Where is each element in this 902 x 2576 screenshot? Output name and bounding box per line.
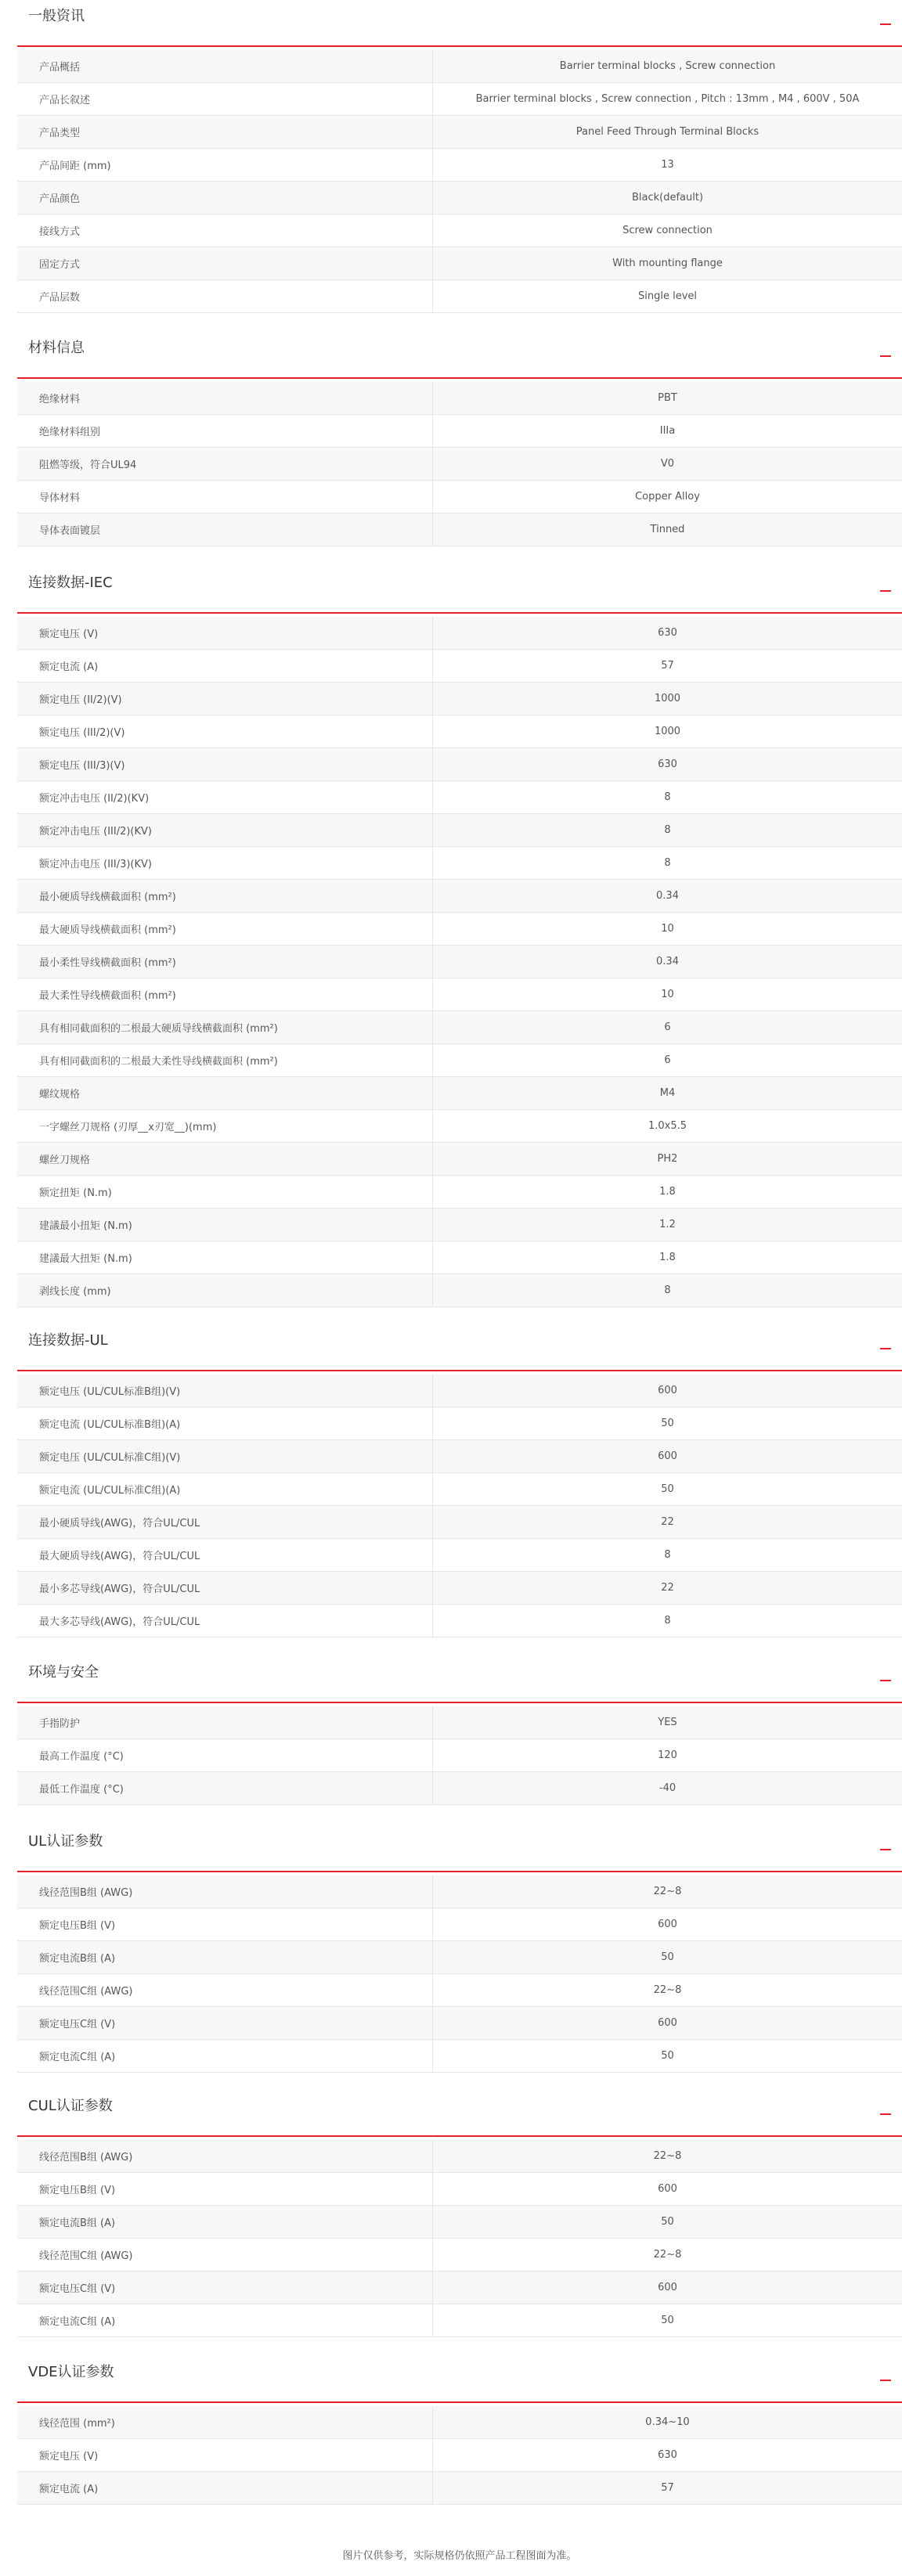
table-row xyxy=(17,2472,902,2505)
row-value: 57 xyxy=(661,2482,674,2494)
row-value: V0 xyxy=(660,458,675,470)
row-value: 8 xyxy=(664,791,671,803)
row-label: 绝缘材料组别 xyxy=(17,415,433,447)
row-label: 接线方式 xyxy=(17,214,433,247)
row-label: 额定电流 (A) xyxy=(17,2472,433,2504)
table-row xyxy=(17,1374,902,1407)
row-value: 630 xyxy=(658,627,677,639)
row-label: 最小柔性导线横截面积 (mm²) xyxy=(17,946,433,978)
table-row xyxy=(17,382,902,415)
row-value: 600 xyxy=(658,2183,677,2195)
row-value: 57 xyxy=(661,660,674,672)
table-row xyxy=(17,2040,902,2073)
row-value: 1000 xyxy=(654,726,681,737)
row-label: 额定电压 (UL/CUL标准B组)(V) xyxy=(17,1374,433,1407)
row-value: 600 xyxy=(658,2017,677,2029)
row-value: PH2 xyxy=(657,1153,678,1165)
row-value: 22 xyxy=(661,1582,674,1594)
row-label: 最低工作温度 (°C) xyxy=(17,1772,433,1804)
row-label: 产品间距 (mm) xyxy=(17,149,433,181)
table-row xyxy=(17,1941,902,1974)
row-label: 产品类型 xyxy=(17,116,433,148)
table-row xyxy=(17,50,902,83)
row-value: 50 xyxy=(661,2050,674,2062)
table-row xyxy=(17,2239,902,2272)
row-value: 0.34 xyxy=(656,890,679,902)
row-value: 22~8 xyxy=(653,1886,682,1897)
row-value: 50 xyxy=(661,2315,674,2326)
section-header xyxy=(17,1324,902,1371)
row-label: 剥线长度 (mm) xyxy=(17,1274,433,1306)
table-row xyxy=(17,182,902,214)
table-row xyxy=(17,1974,902,2007)
row-label: 最小多芯导线(AWG)，符合UL/CUL xyxy=(17,1572,433,1604)
table-row xyxy=(17,116,902,149)
row-label: 线径范围C组 (AWG) xyxy=(17,2239,433,2271)
row-label: 具有相同截面积的二根最大硬质导线横截面积 (mm²) xyxy=(17,1011,433,1043)
disclaimer-footer: 图片仅供参考，实际规格仍依照产品工程图面为准。 xyxy=(342,2550,577,2562)
table-row xyxy=(17,1011,902,1044)
row-value: 10 xyxy=(661,989,674,1000)
row-label: 额定电流 (UL/CUL标准B组)(A) xyxy=(17,1407,433,1439)
collapse-icon[interactable] xyxy=(879,2104,893,2118)
row-label: 线径范围B组 (AWG) xyxy=(17,1875,433,1908)
row-value: Panel Feed Through Terminal Blocks xyxy=(575,126,759,138)
collapse-icon[interactable] xyxy=(879,2370,893,2384)
collapse-icon[interactable] xyxy=(879,1338,893,1353)
table-row xyxy=(17,1440,902,1473)
row-label: 额定电压C组 (V) xyxy=(17,2007,433,2039)
table-row xyxy=(17,650,902,683)
table-row xyxy=(17,2206,902,2239)
section-ul-certification xyxy=(17,1825,902,2073)
row-label: 导体表面镀层 xyxy=(17,513,433,546)
table-row xyxy=(17,1473,902,1506)
row-value: IIIa xyxy=(659,425,676,437)
row-label: 最大多芯导线(AWG)，符合UL/CUL xyxy=(17,1605,433,1637)
table-row xyxy=(17,1506,902,1539)
row-label: 额定电压 (III/2)(V) xyxy=(17,715,433,748)
row-value: 1.2 xyxy=(659,1219,676,1230)
row-value: Screw connection xyxy=(622,225,713,236)
table-row xyxy=(17,781,902,814)
table-row xyxy=(17,1739,902,1772)
row-label: 额定电压C组 (V) xyxy=(17,2272,433,2304)
collapse-icon[interactable] xyxy=(879,346,893,360)
row-label: 额定扭矩 (N.m) xyxy=(17,1176,433,1208)
row-label: 额定电压 (II/2)(V) xyxy=(17,683,433,715)
row-label: 额定冲击电压 (II/2)(KV) xyxy=(17,781,433,813)
table-row xyxy=(17,683,902,715)
table-row xyxy=(17,978,902,1011)
section-connection-ul xyxy=(17,1324,902,1637)
table-row xyxy=(17,715,902,748)
table-row xyxy=(17,1539,902,1572)
row-label: 一字螺丝刀规格 (刃厚__x刃宽__)(mm) xyxy=(17,1110,433,1142)
row-label: 最大硬质导线(AWG)，符合UL/CUL xyxy=(17,1539,433,1571)
row-label: 阻燃等级，符合UL94 xyxy=(17,448,433,480)
row-label: 建議最小扭矩 (N.m) xyxy=(17,1209,433,1241)
row-label: 最大硬质导线横截面积 (mm²) xyxy=(17,913,433,945)
row-label: 最大柔性导线横截面积 (mm²) xyxy=(17,978,433,1011)
collapse-icon[interactable] xyxy=(879,14,893,28)
section-header xyxy=(17,1656,902,1703)
table-row xyxy=(17,2439,902,2472)
section-header xyxy=(17,2356,902,2403)
row-label: 额定冲击电压 (III/3)(KV) xyxy=(17,847,433,879)
row-value: 630 xyxy=(658,2449,677,2461)
row-value: 1.8 xyxy=(659,1252,676,1263)
row-value: 13 xyxy=(661,159,674,171)
section-header xyxy=(17,0,902,47)
table-row xyxy=(17,2007,902,2040)
row-value: 6 xyxy=(664,1054,671,1066)
section-header xyxy=(17,2090,902,2137)
row-value: M4 xyxy=(659,1087,676,1099)
collapse-icon[interactable] xyxy=(879,581,893,595)
row-label: 固定方式 xyxy=(17,247,433,279)
row-value: 600 xyxy=(658,1918,677,1930)
table-row xyxy=(17,2140,902,2173)
section-title: CUL认证参数 xyxy=(28,2098,113,2114)
section-header xyxy=(17,332,902,379)
row-label: 产品概括 xyxy=(17,50,433,82)
table-row xyxy=(17,880,902,913)
row-value: 50 xyxy=(661,2216,674,2228)
row-label: 额定电压 (UL/CUL标准C组)(V) xyxy=(17,1440,433,1472)
row-value: -40 xyxy=(658,1782,676,1794)
collapse-icon[interactable] xyxy=(879,1839,893,1854)
row-label: 额定电流 (UL/CUL标准C组)(A) xyxy=(17,1473,433,1505)
row-label: 线径范围C组 (AWG) xyxy=(17,1974,433,2006)
row-label: 额定电流 (A) xyxy=(17,650,433,682)
table-row xyxy=(17,1772,902,1805)
row-value: 0.34~10 xyxy=(645,2416,690,2428)
row-value: 600 xyxy=(658,1385,677,1396)
row-label: 额定电压 (V) xyxy=(17,617,433,649)
row-value: 22~8 xyxy=(653,2249,682,2261)
row-value: 8 xyxy=(664,1615,671,1627)
row-label: 最小硬质导线(AWG)，符合UL/CUL xyxy=(17,1506,433,1538)
section-title: 材料信息 xyxy=(28,340,85,356)
row-label: 产品层数 xyxy=(17,280,433,312)
row-value: 630 xyxy=(658,758,677,770)
table-row xyxy=(17,83,902,116)
section-general-info xyxy=(17,0,902,313)
row-value: Single level xyxy=(637,290,697,302)
row-label: 导体材料 xyxy=(17,481,433,513)
table-row xyxy=(17,214,902,247)
row-value: With mounting flange xyxy=(612,258,723,269)
table-row xyxy=(17,149,902,182)
row-value: Black(default) xyxy=(631,192,704,204)
table-row xyxy=(17,617,902,650)
row-label: 建議最大扭矩 (N.m) xyxy=(17,1241,433,1274)
row-value: 10 xyxy=(661,923,674,935)
row-label: 绝缘材料 xyxy=(17,382,433,414)
collapse-icon[interactable] xyxy=(879,1670,893,1684)
row-value: Barrier terminal blocks , Screw connection , Pitch : 13mm , M4 , 600V , 50A xyxy=(475,93,860,105)
row-value: 50 xyxy=(661,1483,674,1495)
section-environment-safety xyxy=(17,1656,902,1805)
row-label: 额定电压 (III/3)(V) xyxy=(17,748,433,780)
row-value: 600 xyxy=(658,2282,677,2293)
table-row xyxy=(17,1572,902,1605)
table-row xyxy=(17,2272,902,2304)
table-row xyxy=(17,847,902,880)
row-value: 1000 xyxy=(654,693,681,704)
section-cul-certification xyxy=(17,2090,902,2337)
section-title: 连接数据-IEC xyxy=(28,575,113,591)
table-row xyxy=(17,481,902,513)
row-label: 额定电流B组 (A) xyxy=(17,1941,433,1973)
section-title: UL认证参数 xyxy=(28,1833,103,1850)
row-label: 产品颜色 xyxy=(17,182,433,214)
table-row xyxy=(17,946,902,978)
table-row xyxy=(17,1706,902,1739)
table-row xyxy=(17,1209,902,1241)
row-value: 6 xyxy=(664,1021,671,1033)
section-title: 一般资讯 xyxy=(28,8,85,24)
row-label: 螺纹规格 xyxy=(17,1077,433,1109)
table-row xyxy=(17,448,902,481)
table-row xyxy=(17,1110,902,1143)
table-row xyxy=(17,1875,902,1908)
table-row xyxy=(17,2173,902,2206)
row-value: 600 xyxy=(658,1450,677,1462)
table-row xyxy=(17,748,902,781)
row-label: 额定电压B组 (V) xyxy=(17,1908,433,1940)
table-row xyxy=(17,1241,902,1274)
row-value: 0.34 xyxy=(656,956,679,967)
row-value: 8 xyxy=(664,857,671,869)
section-header xyxy=(17,1825,902,1872)
section-connection-iec xyxy=(17,567,902,1307)
section-title: VDE认证参数 xyxy=(28,2364,114,2380)
row-label: 额定冲击电压 (III/2)(KV) xyxy=(17,814,433,846)
row-value: 1.0x5.5 xyxy=(648,1120,687,1132)
row-value: 8 xyxy=(664,1284,671,1296)
table-row xyxy=(17,247,902,280)
row-label: 最高工作温度 (°C) xyxy=(17,1739,433,1771)
table-row xyxy=(17,1176,902,1209)
row-value: 120 xyxy=(658,1749,677,1761)
row-label: 额定电压 (V) xyxy=(17,2439,433,2471)
section-vde-certification xyxy=(17,2356,902,2505)
row-value: 8 xyxy=(664,824,671,836)
row-value: 8 xyxy=(664,1549,671,1561)
table-row xyxy=(17,2304,902,2337)
section-material-info xyxy=(17,332,902,546)
row-value: 22 xyxy=(661,1516,674,1528)
row-value: Tinned xyxy=(650,524,685,535)
table-row xyxy=(17,1077,902,1110)
table-row xyxy=(17,415,902,448)
row-value: PBT xyxy=(658,392,677,404)
table-row xyxy=(17,814,902,847)
table-row xyxy=(17,913,902,946)
row-value: 22~8 xyxy=(653,2150,682,2162)
row-label: 最小硬质导线横截面积 (mm²) xyxy=(17,880,433,912)
table-row xyxy=(17,1044,902,1077)
table-row xyxy=(17,280,902,313)
row-label: 额定电流C组 (A) xyxy=(17,2304,433,2336)
table-row xyxy=(17,1605,902,1637)
row-value: YES xyxy=(658,1717,677,1728)
row-label: 螺丝刀规格 xyxy=(17,1143,433,1175)
section-header xyxy=(17,567,902,614)
table-row xyxy=(17,2406,902,2439)
table-row xyxy=(17,1908,902,1941)
row-value: 1.8 xyxy=(659,1186,676,1198)
row-value: Copper Alloy xyxy=(635,491,700,503)
section-title: 环境与安全 xyxy=(28,1664,99,1681)
row-label: 具有相同截面积的二根最大柔性导线横截面积 (mm²) xyxy=(17,1044,433,1076)
row-value: 50 xyxy=(661,1418,674,1429)
row-label: 手指防护 xyxy=(17,1706,433,1738)
row-value: Barrier terminal blocks , Screw connection xyxy=(559,60,776,72)
row-label: 额定电流C组 (A) xyxy=(17,2040,433,2072)
row-label: 额定电流B组 (A) xyxy=(17,2206,433,2238)
table-row xyxy=(17,1274,902,1307)
row-label: 额定电压B组 (V) xyxy=(17,2173,433,2205)
row-label: 线径范围B组 (AWG) xyxy=(17,2140,433,2172)
row-value: 22~8 xyxy=(653,1984,682,1996)
row-label: 产品长叙述 xyxy=(17,83,433,115)
row-label: 线径范围 (mm²) xyxy=(17,2406,433,2438)
row-value: 50 xyxy=(661,1951,674,1963)
table-row xyxy=(17,1407,902,1440)
table-row xyxy=(17,1143,902,1176)
table-row xyxy=(17,513,902,546)
section-title: 连接数据-UL xyxy=(28,1332,108,1349)
